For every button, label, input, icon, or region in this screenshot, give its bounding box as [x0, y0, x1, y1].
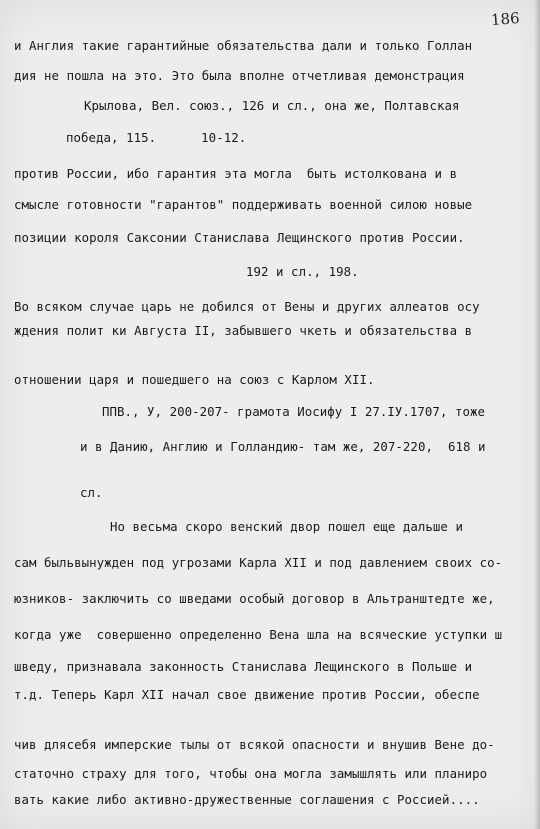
text-line-15: Но весьма скоро венский двор пошел еще дальше и	[110, 519, 463, 534]
text-line-7: позиции короля Саксонии Станислава Лещинского против России.	[14, 230, 465, 245]
text-line-20: т.д. Теперь Карл XII начал свое движение против России, обеспе	[14, 687, 480, 702]
text-line-16: сам быльвынужден под угрозами Карла XII и под давлением своих со-	[14, 555, 503, 570]
text-line-9: Во всяком случае царь не добился от Вены и других аллеатов осу	[14, 299, 480, 314]
text-line-13: и в Данию, Англию и Голландию- там же, 207-220, 618 и	[80, 439, 486, 454]
text-line-3: Крылова, Вел. союз., 126 и сл., она же, Полтавская	[84, 98, 460, 113]
text-line-17: юзников- заключить со шведами особый договор в Альтранштедте же,	[14, 591, 495, 606]
text-line-6: смысле готовности "гарантов" поддерживать военной силою новые	[14, 197, 473, 212]
text-line-4: победа, 115. 10-12.	[66, 130, 247, 145]
text-line-19: шведу, признавала законность Станислава Лещинского в Польше и	[14, 659, 473, 674]
text-line-1: и Англия такие гарантийные обязательства дали и только Голлан	[14, 38, 473, 53]
text-line-10: ждения полит ки Августа II, забывшего чкеть и обязательства в	[14, 323, 473, 338]
text-line-12: ППВ., У, 200-207- грамота Иосифу I 27.IУ.1707, тоже	[102, 404, 485, 419]
text-line-21: чив длясебя имперские тылы от всякой опасности и внушив Вене до-	[14, 737, 495, 752]
text-line-23: вать какие либо активно-дружественные соглашения с Россией....	[14, 792, 480, 807]
page-number: 186	[490, 9, 521, 29]
text-line-11: отношении царя и пошедшего на союз с Карлом XII.	[14, 372, 375, 387]
text-line-2: дия не пошла на это. Это была вполне отчетливая демонстрация	[14, 68, 465, 83]
text-line-5: против России, ибо гарантия эта могла быть истолкована и в	[14, 166, 458, 181]
text-line-14: сл.	[80, 485, 103, 500]
text-line-22: статочно страху для того, чтобы она могла замышлять или планиро	[14, 766, 488, 781]
text-line-18: когда уже совершенно определенно Вена шла на всяческие уступки ш	[14, 627, 503, 642]
page-edge-shadow	[534, 0, 540, 829]
text-line-8: 192 и сл., 198.	[246, 264, 359, 279]
